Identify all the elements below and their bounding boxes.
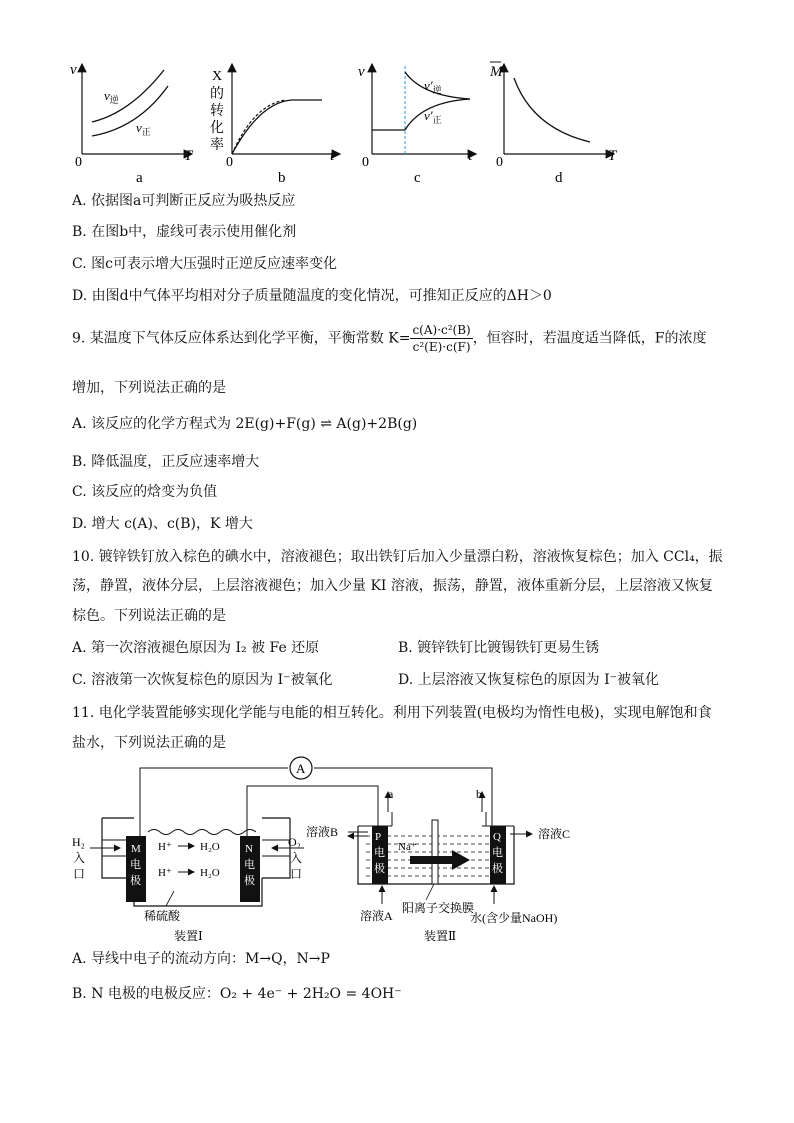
q10-option-a: A. 第一次溶液褪色原因为 I₂ 被 Fe 还原 — [72, 640, 320, 656]
q10-stem-2: 荡，静置，液体分层，上层溶液褪色；加入少量 KI 溶液，振荡，静置，液体重新分层，上层溶液又恢复 — [72, 578, 713, 594]
membrane-label: 阳离子交换膜 — [402, 901, 475, 915]
graph-b — [210, 64, 340, 186]
q-label-2: 极 — [492, 863, 503, 875]
dilute-acid-label: 稀硫酸 — [144, 909, 181, 923]
q9-stem-post: ，恒容时，若温度适当降低，F的浓度 — [472, 330, 707, 347]
graph-b-y-char-4: 率 — [210, 138, 224, 153]
graph-d-origin: 0 — [496, 155, 503, 170]
graph-a-caption: a — [136, 170, 143, 186]
graph-a-y-label: v — [70, 62, 77, 78]
graph-a-curve1: $v_逆$ — [104, 88, 119, 105]
q9-frac-denominator: c²(E)·c(F) — [412, 340, 471, 354]
graph-d — [489, 62, 618, 186]
na-migration-arrow — [410, 850, 470, 870]
q10-stem-3: 棕色。下列说法正确的是 — [72, 608, 226, 624]
graph-b-y-char-0: X — [212, 69, 223, 84]
graph-d-x-label: T — [608, 148, 617, 164]
q-label-0: Q — [493, 831, 501, 843]
graph-b-origin: 0 — [226, 155, 233, 170]
h2-in-1: 入 — [73, 851, 86, 865]
p-label-2: 极 — [374, 863, 385, 875]
graph-b-y-char-2: 转 — [210, 104, 224, 119]
graph-b-y-char-3: 化 — [210, 121, 224, 136]
graph-c-caption: c — [414, 170, 421, 186]
m-label-1: 电 — [130, 859, 141, 871]
graph-d-caption: d — [555, 170, 563, 186]
graphs-figure — [60, 58, 640, 190]
q11-stem-2: 盐水，下列说法正确的是 — [72, 735, 226, 751]
q10-option-c: C. 溶液第一次恢复棕色的原因为 I⁻被氧化 — [72, 672, 333, 688]
h2-in-0: H₂ — [72, 835, 85, 849]
q10-stem-1: 10. 镀锌铁钉放入棕色的碘水中，溶液褪色；取出铁钉后加入少量漂白粉，溶液恢复棕色；加入 CCl₄，振 — [72, 549, 723, 565]
h-ion-2: H⁺ — [158, 867, 172, 879]
o2-in-1: 入 — [290, 851, 303, 865]
p-label-1: 电 — [374, 847, 385, 859]
device-2 — [306, 787, 570, 943]
graph-a-x-label: T — [184, 148, 193, 164]
q11-stem-1: 11. 电化学装置能够实现化学能与电能的相互转化。利用下列装置(电极均为惰性电极)，实现电解饱和食 — [72, 705, 712, 721]
q9-option-b: B. 降低温度，正反应速率增大 — [72, 454, 260, 470]
graph-a-origin: 0 — [75, 155, 82, 170]
q9-frac-numerator: c(A)·c²(B) — [412, 323, 471, 337]
m-label-0: M — [131, 843, 141, 855]
q9-stem — [72, 322, 706, 355]
m-label-2: 极 — [130, 875, 141, 887]
h2o-1: H₂O — [200, 841, 220, 853]
h-ion-1: H⁺ — [158, 841, 172, 853]
graph-c-curve1: $v'_逆$ — [424, 78, 442, 95]
graph-a-curve2: $v_正$ — [136, 120, 151, 137]
q11-option-b: B. N 电极的电极反应：O₂ + 4e⁻ + 2H₂O = 4OH⁻ — [72, 986, 402, 1002]
q10-option-b: B. 镀锌铁钉比镀锡铁钉更易生锈 — [398, 640, 600, 656]
device-2-label: 装置Ⅱ — [424, 929, 457, 943]
graph-c — [358, 64, 476, 186]
graph-b-x-label: t — [330, 148, 335, 164]
q8-option-c: C. 图c可表示增大压强时正逆反应速率变化 — [72, 256, 337, 272]
h2o-2: H₂O — [200, 867, 220, 879]
q11-option-a: A. 导线中电子的流动方向：M→Q，N→P — [72, 951, 330, 967]
gas-b-label: b — [476, 787, 482, 801]
graph-b-y-char-1: 的 — [210, 87, 224, 102]
q8-option-d: D. 由图d中气体平均相对分子质量随温度的变化情况，可推知正反应的ΔH＞0 — [72, 288, 552, 304]
electrochem-apparatus — [62, 756, 622, 948]
q8-option-a: A. 依据图a可判断正反应为吸热反应 — [72, 193, 296, 209]
q-label-1: 电 — [492, 847, 503, 859]
n-label-2: 极 — [244, 875, 255, 887]
sol-b-label: 溶液B — [306, 825, 339, 839]
graph-c-x-label: t — [468, 148, 473, 164]
q9-option-a: A. 该反应的化学方程式为 2E(g)+F(g) ⇌ A(g)+2B(g) — [72, 416, 418, 432]
graph-d-y-label: M — [490, 64, 503, 80]
q9-k-fraction — [410, 322, 472, 355]
n-label-1: 电 — [244, 859, 255, 871]
o2-in-0: O₂ — [288, 835, 301, 849]
ammeter-label: A — [296, 761, 306, 776]
na-ion-label: Na⁺ — [398, 841, 417, 853]
n-label-0: N — [245, 843, 253, 855]
q8-option-b: B. 在图b中，虚线可表示使用催化剂 — [72, 224, 297, 240]
graph-c-origin: 0 — [362, 155, 369, 170]
q9-stem-pre: 9. 某温度下气体反应体系达到化学平衡，平衡常数 K= — [72, 330, 411, 347]
graph-b-caption: b — [278, 170, 286, 186]
gas-a-label: a — [388, 787, 394, 801]
device-1-label: 装置Ⅰ — [174, 929, 203, 943]
q10-option-d: D. 上层溶液又恢复棕色的原因为 I⁻被氧化 — [398, 672, 659, 688]
q9-option-d: D. 增大 c(A)、c(B)，K 增大 — [72, 516, 253, 532]
water-label: 水(含少量NaOH) — [470, 911, 558, 925]
p-label-0: P — [375, 831, 382, 843]
q9-stem2: 增加，下列说法正确的是 — [72, 380, 226, 396]
graph-c-y-label: v — [358, 64, 365, 80]
o2-in-2: 口 — [290, 867, 303, 881]
graph-a — [70, 62, 194, 186]
sol-c-label: 溶液C — [538, 827, 571, 841]
q9-option-c: C. 该反应的焓变为负值 — [72, 484, 218, 500]
h2-in-2: 口 — [73, 867, 86, 881]
cation-exchange-membrane — [432, 820, 438, 884]
graph-c-curve2: $v'_正$ — [424, 108, 442, 125]
device-1 — [72, 818, 304, 943]
sol-a-label: 溶液A — [360, 909, 393, 923]
